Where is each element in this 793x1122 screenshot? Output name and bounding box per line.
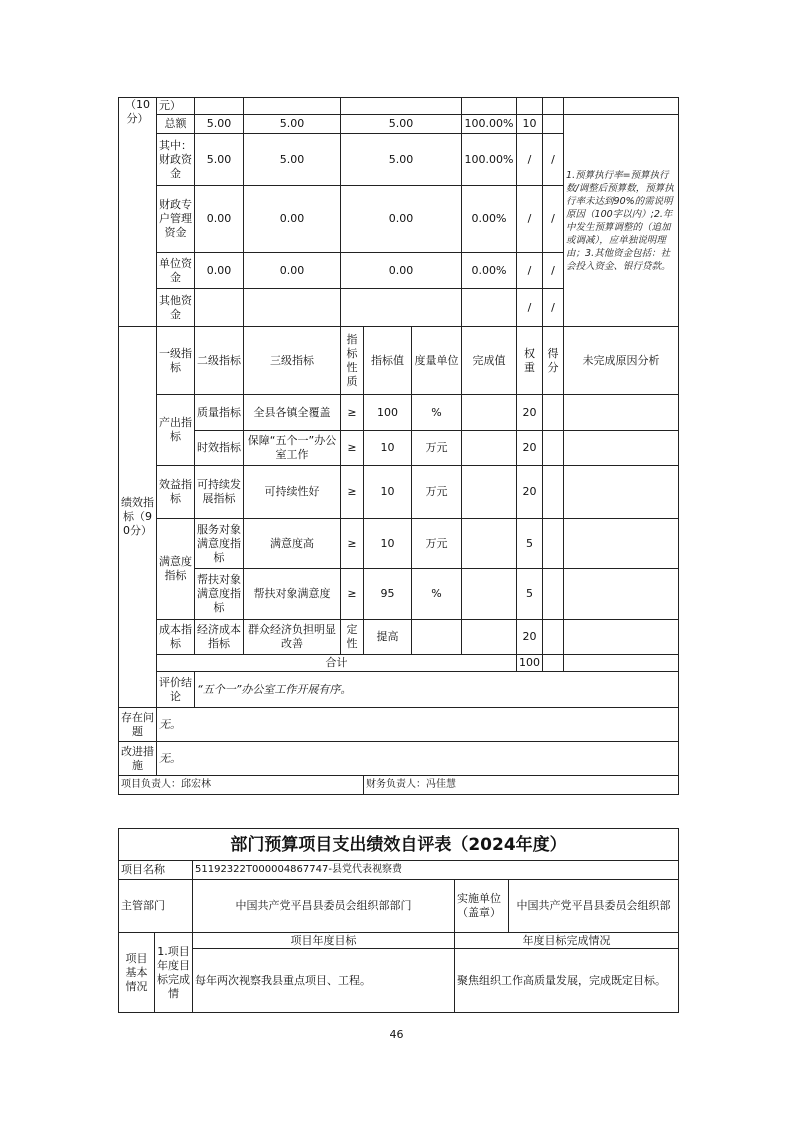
eval-label: 评价结论: [157, 672, 195, 708]
group-benefit: 效益指标: [157, 466, 195, 519]
performance-section-label: 绩效指标（90分）: [119, 327, 157, 708]
page-number: 46: [389, 1028, 404, 1041]
indicator-row: 效益指标 可持续发展指标 可持续性好 ≥ 10 万元 20: [119, 466, 679, 519]
upper-evaluation-table: [118, 97, 679, 795]
indicator-row: 帮扶对象满意度指标 帮扶对象满意度 ≥ 95 % 5: [119, 569, 679, 620]
improve-text: 无。: [157, 742, 679, 776]
finance-lead: 财务负责人：冯佳慧: [364, 776, 679, 795]
impl-value: 中国共产党平昌县委员会组织部: [509, 880, 679, 933]
issue-text: 无。: [157, 708, 679, 742]
header-actual: 完成值: [462, 327, 517, 395]
header-nature: 指标性质: [341, 327, 364, 395]
total-row: [119, 655, 679, 672]
indicator-row: 满意度指标 服务对象满意度指标 满意度高 ≥ 10 万元 5: [119, 519, 679, 569]
group-output: 产出指标: [157, 395, 195, 466]
fund-note: 1.预算执行率=预算执行数/调整后预算数，预算执行率未达到90%的需说明原因（100字以内）;2.年中发生预算调整的（追加或调减），应单独说明理由；3.其他资金包括：社会投入资金、银行贷款。: [564, 115, 679, 327]
lower-evaluation-table: [118, 828, 679, 1013]
fund-unit-label: 元）: [157, 98, 195, 115]
total-weight: 100: [517, 655, 543, 672]
fund-row: 总额 5.00 5.00 5.00 100.00% 10 1.预算执行率=预算执行数/调整后预算数，预算执行率未达到90%的需说明原因（100字以内）;2.年中发生预算调整的（追加或调减），应单独说明理由；3.其他资金包括：社会投入资金、银行贷款。: [119, 115, 679, 134]
header-reason: 未完成原因分析: [564, 327, 679, 395]
header-level2: 二级指标: [195, 327, 244, 395]
fund-row: 单位资金 0.00 0.00 0.00 0.00% / /: [119, 253, 679, 289]
form-title: 部门预算项目支出绩效自评表（2024年度）: [119, 829, 679, 861]
dept-label: 主管部门: [119, 880, 193, 933]
fund-row: 财政专户管理资金 0.00 0.00 0.00 0.00% / /: [119, 186, 679, 253]
basic-label: 项目基本情况: [119, 933, 155, 1013]
improve-label: 改进措施: [119, 742, 157, 776]
project-name: 51192322T000004867747-县党代表视察费: [193, 861, 679, 880]
done-text: 聚焦组织工作高质量发展，完成既定目标。: [455, 949, 679, 1013]
fund-row: 其中：财政资金 5.00 5.00 5.00 100.00% / /: [119, 134, 679, 186]
header-unit: 度量单位: [412, 327, 462, 395]
done-header: 年度目标完成情况: [455, 933, 679, 949]
indicator-row: 时效指标 保障“五个一”办公室工作 ≥ 10 万元 20: [119, 431, 679, 466]
indicator-row: 产出指标 质量指标 全县各镇全覆盖 ≥ 100 % 20: [119, 395, 679, 431]
impl-label: 实施单位（盖章）: [455, 880, 509, 933]
total-label: 合计: [157, 655, 517, 672]
fund-row: 其他资金 / /: [119, 289, 679, 327]
eval-text: “五个一”办公室工作开展有序。: [195, 672, 679, 708]
group-satisfaction: 满意度指标: [157, 519, 195, 620]
header-value: 指标值: [364, 327, 412, 395]
header-level3: 三级指标: [244, 327, 341, 395]
project-name-label: 项目名称: [119, 861, 193, 880]
header-weight: 权重: [517, 327, 543, 395]
header-level1: 一级指标: [157, 327, 195, 395]
group-cost: 成本指标: [157, 620, 195, 655]
dept-value: 中国共产党平昌县委员会组织部部门: [193, 880, 455, 933]
fund-score-label: （10分）: [119, 98, 157, 327]
indicator-row: 成本指标 经济成本指标 群众经济负担明显改善 定性 提高 20: [119, 620, 679, 655]
goal-text: 每年两次视察我县重点项目、工程。: [193, 949, 455, 1013]
issue-label: 存在问题: [119, 708, 157, 742]
goal-sub-label: 1.项目年度目标完成情: [155, 933, 193, 1013]
project-lead: 项目负责人：邱宏林: [119, 776, 364, 795]
header-score: 得分: [543, 327, 564, 395]
goal-header: 项目年度目标: [193, 933, 455, 949]
